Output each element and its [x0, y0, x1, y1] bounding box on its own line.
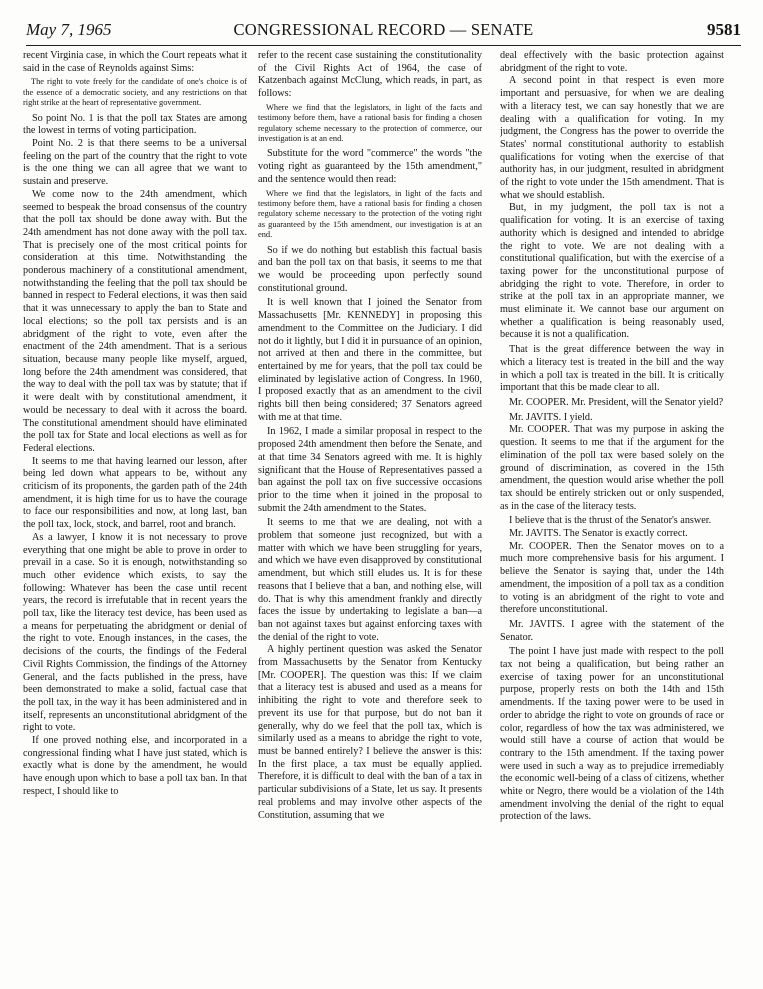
- paragraph: That is the great difference between the way in which a literacy test is treated in the bill and the way in which a poll tax is treated in the bill. It is critically important that this be made clear to all.: [500, 344, 724, 394]
- column-3: [500, 50, 724, 980]
- paragraph: It is well known that I joined the Senator from Massachusetts [Mr. KENNEDY] in proposing this amendment to the Committee on the Judiciary. I did not do it lightly, but I did it in pursuance of an opinion, not arrived at then and there in the committee, but entertained by me for years, that the poll tax could be eliminated by legislative action of Congress. In 1960, I proposed exactly that as an amendment to the civil rights bill then being considered; 37 Senators agreed with me at that time.: [258, 297, 482, 423]
- paragraph: A second point in that respect is even more important and persuasive, for when we are dealing with a literacy test, we can say honestly that we are dealing with a qualification for voting. In my judgment, the Congress has the power to override the States' normal constitutional authority to establish qualifications for voting when the exercise of that authority has, in our judgment, resulted in abridgment of the right to vote under the 15th amendment. That is what we should establish.: [500, 75, 724, 201]
- paragraph: Mr. COOPER. Mr. President, will the Senator yield?: [509, 396, 724, 408]
- paragraph: I believe that is the thrust of the Senator's answer.: [509, 515, 712, 527]
- paragraph: But, in my judgment, the poll tax is not a qualification for voting. It is an exercise of taxing authority which is designed and intended to abridge the right to vote. We are not dealing with a constitutional qualification, but with the exercise of a taxing power for the unconstitutional purpose of abridging the right to vote. Therefore, in order to strike at the poll tax in an appropriate manner, we must eliminate it. We cannot base our argument on whether a qualification is being reasonably used, because it is not a qualification.: [500, 202, 724, 341]
- paragraph: Point No. 2 is that there seems to be a universal feeling on the part of the country that the right to vote is the one thing we can all agree that we want to sustain and preserve.: [23, 138, 247, 188]
- paragraph: Mr. JAVITS. I yield.: [509, 411, 593, 423]
- paragraph: So if we do nothing but establish this factual basis and ban the poll tax on that basis, it seems to me that we would be proceeding upon perfectly sound constitutional ground.: [258, 244, 482, 294]
- paragraph: It seems to me that we are dealing, not with a problem that someone just recognized, but with a matter with which we have been struggling for years, and which we have even disapproved by constitutional amendment, but which still eludes us. It is for these reasons that I believe that a ban, and nothing else, will do. That is why this amendment frankly and directly faces the issue by undertaking to legislate a ban—a ban not against taxes but against enforcing taxes with the denial of the right to vote.: [258, 517, 482, 643]
- paragraph: deal effectively with the basic protection against abridgment of the right to vote.: [500, 50, 724, 74]
- block-quote: The right to vote freely for the candidate of one's choice is of the essence of a democratic society, and any restrictions on that right strike at the heart of representative government.: [23, 77, 247, 108]
- paragraph: recent Virginia case, in which the Court repeats what it said in the case of Reynolds against Sims:: [23, 50, 247, 74]
- paragraph: Mr. JAVITS. I agree with the statement of the Senator.: [500, 618, 724, 643]
- paragraph: Substitute for the word "commerce" the words "the voting right as guaranteed by the 15th amendment," and the sentence would then read:: [258, 148, 482, 185]
- paragraph: A highly pertinent question was asked the Senator from Massachusetts by the Senator from Kentucky [Mr. COOPER]. The question was this: If we claim that a literacy test is abused and used as a means for inhibiting the right to vote and therefore seek to prevent its use for that purpose, but do not ban it generally, why do we feel that the poll tax, which is similarly used as a means to abridge the right to vote, must be banned entirely? I believe the answer is this: In the first place, a tax must be equally applied. Therefore, it is difficult to deal with the ban of a tax in particular subdivisions of a State, let us say. It presents real problems and may involve other aspects of the Constitution, assuming that we: [258, 644, 482, 821]
- paragraph: refer to the recent case sustaining the constitutionality of the Civil Rights Act of 1964, the case of Katzenbach against McClung, which reads, in part, as follows:: [258, 50, 482, 100]
- paragraph: As a lawyer, I know it is not necessary to prove everything that one might be able to prove in order to prevail in a case. So it is enough, notwithstanding so much other evidence which exists, to say the following: Whatever has been the case until recent years, the record is irrefutable that in recent years the poll tax, like the literacy test device, has been used as a means for perpetuating the abridgment or denial of the right to vote. Enough instances, in the cases, the decisions of the courts, the findings of the Federal Civil Rights Commission, the findings of the Attorney General, and the facts published in the press, have been demonstrated to make a solid, factual case that the poll tax, in the way it has been administered and in itself, represents an unconstitutional abridgment of the right to vote.: [23, 531, 247, 734]
- page-header: [26, 20, 741, 46]
- paragraph: We come now to the 24th amendment, which seemed to bespeak the broad consensus of the country that the poll tax should be done away with. But the 24th amendment has not done away with the poll tax. That is precisely one of the most critical points for consideration at this time. Notwithstanding the ponderous machinery of a constitutional amendment, notwithstanding the feeling that the poll tax should be banned in respect to Federal elections, it was then said that it was unnecessary to apply the ban to State and local elections; so the poll tax persists and is an abridgment of the right to vote, even after the enactment of the 24th amendment. That is a serious situation, because many people like myself, argued, long before the 24th amendment was considered, that the way to deal with the poll tax was by statute; that if it were dealt with by constitutional amendment, it would be necessary to deal with it across the board. The constitutional amendment should have eliminated the poll tax for State and local elections as well as for Federal elections.: [23, 188, 247, 454]
- header-rule: [26, 45, 741, 46]
- paragraph: In 1962, I made a similar proposal in respect to the proposed 24th amendment then before the Senate, and at that time 34 Senators agreed with me. It is highly significant that the House of Representatives passed a ban against the poll tax on five successive occasions prior to the time when it joined in the proposal to submit the 24th amendment to the States.: [258, 426, 482, 514]
- header-title: CONGRESSIONAL RECORD — SENATE: [233, 20, 534, 39]
- paragraph: If one proved nothing else, and incorporated in a congressional finding what I have just stated, which is exactly what is done by the amendment, he would have enough upon which to base a poll tax ban. In that respect, I should like to: [23, 735, 247, 797]
- paragraph: Mr. COOPER. Then the Senator moves on to a much more comprehensive basis for his argument. I believe the Senator is saying that, under the 14th amendment, the imposition of a poll tax as a condition to voting is an abridgment of the right to vote and therefore unconstitutional.: [500, 540, 724, 616]
- paragraph: The point I have just made with respect to the poll tax not being a qualification, but being rather an exercise of taxing power for an unconstitutional purpose, properly rests on both the 14th and 15th amendments. If the taxing power were to be used in order to abridge the right to vote on grounds of race or color, regardless of how the tax was administered, we would still have a course of action that would be contrary to the 15th amendment. If the taxing power were used in such a way as to prejudice irremediably the economic well-being of a class of citizens, whether white or Negro, there would be a violation of the 14th amendment involving the denial of the right to equal protection of the laws.: [500, 646, 724, 823]
- paragraph: Mr. COOPER. That was my purpose in asking the question. It seems to me that if the argument for the elimination of the poll tax were based solely on the ground of discrimination, as covered in the 15th amendment, the question would arise whether the poll tax should be entirely stricken out or only suspended, as in the case of the literacy tests.: [500, 424, 724, 512]
- column-2: [258, 50, 482, 980]
- column-1: [23, 50, 247, 980]
- header-page-number: 9581: [707, 20, 741, 39]
- block-quote: Where we find that the legislators, in light of the facts and testimony before them, have a rational basis for finding a chosen regulatory scheme necessary to the protection of commerce, our investigation is at an end.: [258, 102, 482, 144]
- header-date: May 7, 1965: [26, 20, 112, 39]
- paragraph: Mr. JAVITS. The Senator is exactly correct.: [509, 528, 688, 540]
- paragraph: So point No. 1 is that the poll tax States are among the lowest in terms of voting participation.: [23, 112, 247, 137]
- paragraph: It seems to me that having learned our lesson, after being led down what appears to be, without any criticism of its proponents, the garden path of the 24th amendment, it is high time for us to have the courage to face our responsibilities and now, at long last, ban the poll tax, lock, stock, and barrel, root and branch.: [23, 455, 247, 531]
- block-quote: Where we find that the legislators, in light of the facts and testimony before them, have a rational basis for finding a chosen regulatory scheme necessary to the protection of the voting right as guaranteed by the 15th amendment, our investigation is at an end.: [258, 188, 482, 240]
